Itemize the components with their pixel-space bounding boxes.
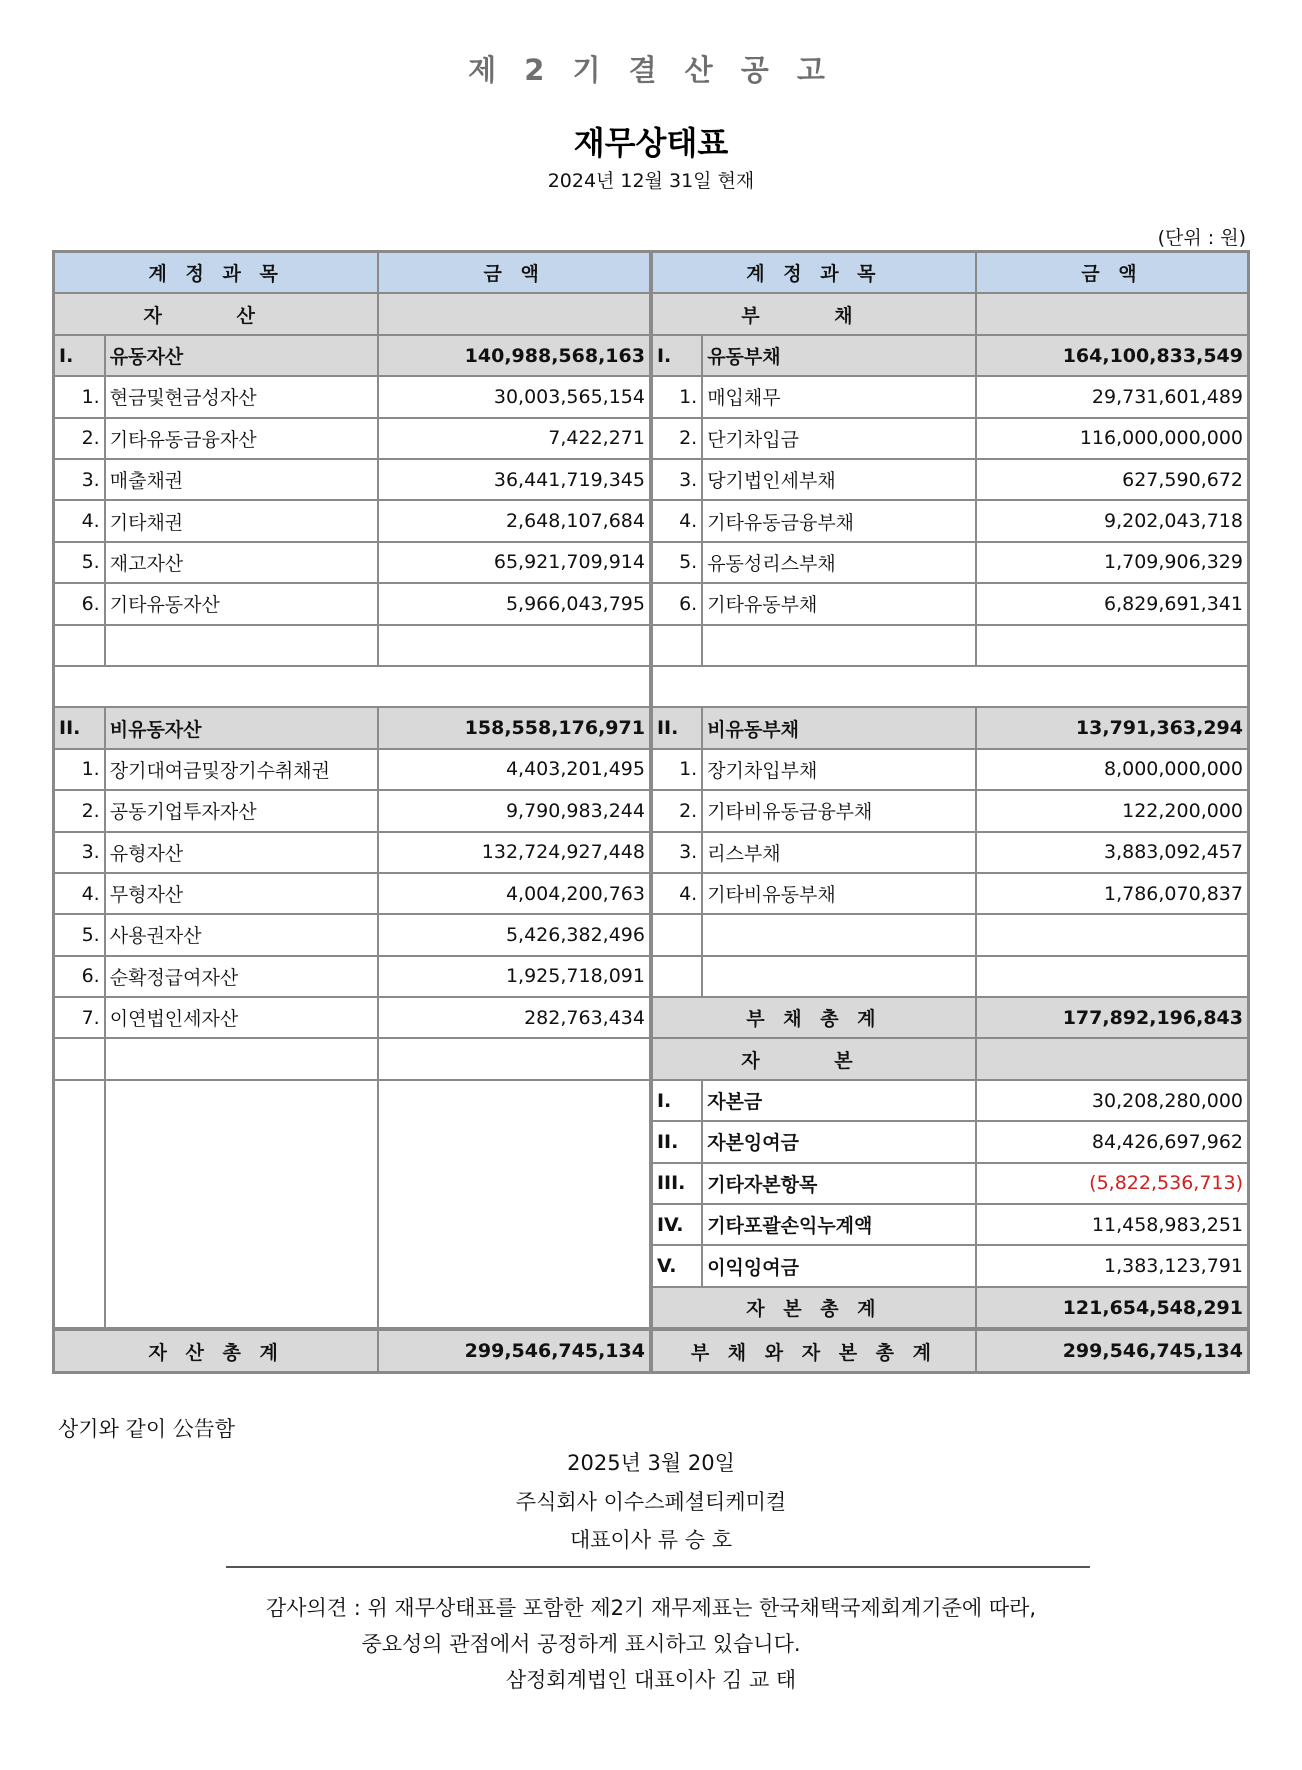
total-equity-amount: 121,654,548,291 — [976, 1287, 1249, 1329]
liabilities-heading: 부 채 — [651, 293, 976, 334]
subtotal-row: II. 비유동자산 158,558,176,971 II. 비유동부채 13,791,363,294 — [54, 707, 1249, 748]
table-row: 5. 재고자산 65,921,709,914 5. 유동성리스부채 1,709,906,329 — [54, 542, 1249, 583]
total-equity-label: 자 본 총 계 — [651, 1287, 976, 1329]
table-row: 2. 기타유동금융자산 7,422,271 2. 단기차입금 116,000,000,000 — [54, 418, 1249, 459]
table-row: 3. 매출채권 36,441,719,345 3. 당기법인세부채 627,590,672 — [54, 459, 1249, 500]
negative-amount: (5,822,536,713) — [976, 1163, 1249, 1204]
table-row: 2. 공동기업투자자산 9,790,983,244 2. 기타비유동금융부채 122,200,000 — [54, 790, 1249, 831]
auditor-name: 삼정회계법인 대표이사 김 교 태 — [505, 1668, 797, 1692]
subtotal-row: I. 유동자산 140,988,568,163 I. 유동부채 164,100,833,549 — [54, 335, 1249, 376]
divider — [226, 1566, 1090, 1568]
table-row: 1. 장기대여금및장기수취채권 4,403,201,495 1. 장기차입부채 8,000,000,000 — [54, 749, 1249, 790]
header-amount-right: 금 액 — [976, 252, 1249, 294]
table-row: IV. 기타포괄손익누계액 11,458,983,251 — [54, 1204, 1249, 1245]
total-liabilities-label: 부 채 총 계 — [651, 997, 976, 1038]
table-row: 4. 무형자산 4,004,200,763 4. 기타비유동부채 1,786,070,837 — [54, 873, 1249, 914]
table-row: V. 이익잉여금 1,383,123,791 — [54, 1245, 1249, 1286]
table-row: 4. 기타채권 2,648,107,684 4. 기타유동금융부채 9,202,043,718 — [54, 500, 1249, 541]
unit-label: (단위 : 원) — [1157, 227, 1246, 249]
table-row: 3. 유형자산 132,724,927,448 3. 리스부채 3,883,092,457 — [54, 832, 1249, 873]
audit-opinion-line1: 감사의견 : 위 재무상태표를 포함한 제2기 재무제표는 한국채택국제회계기준에 따라, — [265, 1596, 1037, 1620]
assets-heading: 자 산 — [54, 293, 379, 334]
company-name: 주식회사 이수스페셜티케미컬 — [515, 1490, 787, 1514]
total-liabilities-amount: 177,892,196,843 — [976, 997, 1249, 1038]
header-account-right: 계 정 과 목 — [651, 252, 976, 294]
table-row: I. 자본금 30,208,280,000 — [54, 1080, 1249, 1121]
table-row: 7. 이연법인세자산 282,763,434 부 채 총 계 177,892,196,843 — [54, 997, 1249, 1038]
equity-heading: 자 본 — [651, 1038, 976, 1079]
table-row: 5. 사용권자산 5,426,382,496 — [54, 914, 1249, 955]
table-row: II. 자본잉여금 84,426,697,962 — [54, 1121, 1249, 1162]
grand-total-row — [54, 1329, 1249, 1372]
total-assets-label: 자 산 총 계 — [54, 1329, 379, 1372]
equity-heading-row — [54, 1038, 1249, 1079]
header-account-left: 계 정 과 목 — [54, 252, 379, 294]
table-row: 1. 현금및현금성자산 30,003,565,154 1. 매입채무 29,731,601,489 — [54, 376, 1249, 417]
header-amount-left: 금 액 — [378, 252, 651, 294]
notice-title: 제 2 기 결 산 공 고 — [468, 53, 834, 87]
table-row: 6. 기타유동자산 5,966,043,795 6. 기타유동부채 6,829,691,341 — [54, 583, 1249, 624]
table-header-row — [54, 252, 1249, 294]
audit-opinion-line2: 중요성의 관점에서 공정하게 표시하고 있습니다. — [361, 1632, 801, 1656]
table-row: III. 기타자본항목 (5,822,536,713) — [54, 1163, 1249, 1204]
announcement-text: 상기와 같이 公告함 — [58, 1417, 236, 1441]
total-liab-equity-amount: 299,546,745,134 — [976, 1329, 1249, 1372]
spacer-row — [54, 666, 1249, 707]
section-heading-row — [54, 293, 1249, 334]
empty-row — [54, 625, 1249, 666]
balance-sheet-table — [52, 250, 1250, 1374]
announcement-date: 2025년 3월 20일 — [567, 1451, 735, 1475]
total-assets-amount: 299,546,745,134 — [378, 1329, 651, 1372]
statement-title: 재무상태표 — [573, 124, 729, 162]
statement-date: 2024년 12월 31일 현재 — [547, 170, 755, 192]
ceo-name: 대표이사 류 승 호 — [569, 1528, 733, 1552]
total-liab-equity-label: 부 채 와 자 본 총 계 — [651, 1329, 976, 1372]
table-row: 6. 순확정급여자산 1,925,718,091 — [54, 956, 1249, 997]
